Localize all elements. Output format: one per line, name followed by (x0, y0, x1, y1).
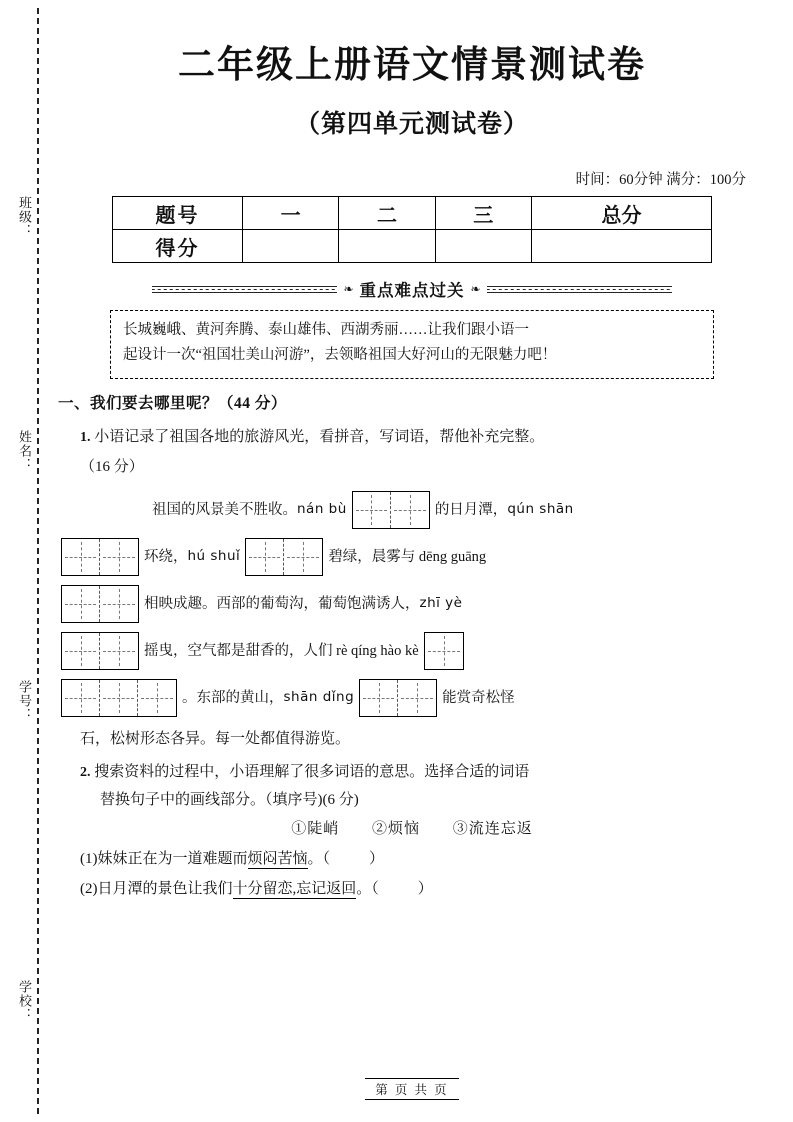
score-input-cell[interactable] (435, 230, 531, 263)
q1-line-1-pinyin-2: qún shān (507, 501, 574, 518)
answer-grid[interactable] (359, 679, 437, 717)
exam-page (56, 0, 768, 1122)
sidebar-label-studentid: 学号： (17, 680, 32, 722)
q1-line-2-post: 碧绿，晨雾与 dēng guāng (328, 548, 487, 565)
q1-line-5-pinyin-2: shān dǐng (283, 689, 355, 706)
sub-2-underline: 十分留恋,忘记返回 (232, 881, 357, 898)
option-2[interactable]: ②烦恼 (371, 821, 420, 838)
sub-1-label: (1) (80, 851, 98, 868)
score-table-cell: 一 (243, 197, 339, 230)
sub-2-answer-blank[interactable] (379, 881, 418, 897)
question-1 (56, 423, 768, 452)
intro-line-2: 起设计一次“祖国壮美山河游”，去领略祖国大好河山的无限魅力吧！ (123, 347, 557, 364)
score-input-cell[interactable] (339, 230, 435, 263)
page-subtitle: （第四单元测试卷） (294, 109, 529, 138)
q1-line-1-pinyin-1: nán bù (297, 501, 347, 518)
q1-line-3-mid: 相映成趣。西部的葡萄沟，葡萄饱满诱人， (144, 595, 420, 612)
answer-grid[interactable] (61, 585, 139, 623)
sub-1-underline: 烦闷苦恼 (247, 851, 308, 868)
question-2-sub-1 (56, 847, 768, 868)
page-number: 第 页 共 页 (365, 1078, 458, 1100)
banner-rule-left (152, 286, 337, 293)
binding-dashed-line (37, 8, 39, 1114)
answer-grid[interactable] (352, 491, 430, 529)
question-1-number: 1. (80, 429, 91, 445)
q1-line-3-pinyin-2: zhī yè (419, 595, 463, 612)
q1-line-5-post: 能赏奇松怪 (442, 689, 515, 706)
sub-2-close: ） (417, 881, 433, 898)
score-table-cell: 二 (339, 197, 435, 230)
exam-meta: 时间：60分钟 满分：100分 (575, 172, 746, 188)
table-row (113, 230, 712, 263)
option-3[interactable]: ③流连忘返 (452, 821, 533, 838)
sub-2-before: 日月潭的景色让我们 (97, 881, 233, 898)
q1-line-5-mid: 。东部的黄山， (182, 689, 284, 706)
q1-line-1 (56, 491, 768, 529)
student-info-sidebar (8, 0, 34, 1122)
answer-grid[interactable] (61, 632, 139, 670)
question-2 (56, 758, 768, 787)
sub-1-answer-blank[interactable] (330, 851, 369, 867)
question-2-number: 2. (80, 764, 91, 780)
sub-1-after: 。（ (307, 851, 331, 868)
question-2-options (56, 817, 768, 838)
sub-2-label: (2) (80, 881, 98, 898)
q1-line-3 (56, 585, 768, 623)
intro-box (110, 310, 714, 379)
question-2-text-line-2: 替换句子中的画线部分。（填序号)(6 分) (100, 792, 359, 809)
score-input-cell[interactable] (531, 230, 711, 263)
score-table-cell: 总分 (531, 197, 711, 230)
sidebar-label-name: 姓名： (17, 430, 32, 472)
answer-grid[interactable] (61, 679, 177, 717)
page-footer (56, 1078, 768, 1100)
q1-tail-text: 石，松树形态各异。每一处都值得游览。 (80, 730, 351, 747)
score-table-row-header: 得分 (113, 230, 243, 263)
answer-grid[interactable] (61, 538, 139, 576)
question-2-sub-2 (56, 877, 768, 898)
q1-line-4 (56, 632, 768, 670)
score-table-row-header: 题号 (113, 197, 243, 230)
page-title: 二年级上册语文情景测试卷 (178, 42, 646, 86)
leaf-icon: ❧ (470, 281, 481, 296)
score-table (112, 196, 712, 263)
sidebar-label-school: 学校： (17, 980, 32, 1022)
q1-line-4-mid: 摇曳，空气都是甜香的，人们 rè qíng hào kè (144, 642, 419, 659)
section-banner (152, 277, 672, 301)
intro-line-1: 长城巍峨、黄河奔腾、泰山雄伟、西湖秀丽……让我们跟小语一 (123, 322, 529, 338)
question-1-score: （16 分） (80, 459, 144, 476)
banner-rule-right (487, 286, 672, 293)
sub-1-before: 妹妹正在为一道难题而 (97, 851, 248, 868)
option-1[interactable]: ①陡峭 (291, 821, 340, 838)
sidebar-label-class: 班级： (17, 196, 32, 238)
question-2-text-line-1: 搜索资料的过程中，小语理解了很多词语的意思。选择合适的词语 (94, 763, 530, 780)
answer-grid[interactable] (245, 538, 323, 576)
q1-line-2 (56, 538, 768, 576)
q1-line-2-pinyin-2: hú shuǐ (187, 548, 241, 565)
sub-2-after: 。（ (356, 881, 379, 898)
section-1-heading: 一、我们要去哪里呢？（44 分） (58, 394, 287, 412)
banner-title: 重点难点过关 (359, 281, 465, 300)
q1-line-1-pre: 祖国的风景美不胜收。 (152, 501, 297, 518)
question-1-text: 小语记录了祖国各地的旅游风光，看拼音，写词语，帮他补充完整。 (94, 428, 545, 445)
score-table-cell: 三 (435, 197, 531, 230)
answer-grid[interactable] (424, 632, 464, 670)
table-row (113, 197, 712, 230)
score-input-cell[interactable] (243, 230, 339, 263)
q1-line-2-mid: 环绕， (144, 548, 188, 565)
leaf-icon: ❧ (343, 281, 354, 296)
q1-line-1-mid: 的日月潭， (434, 501, 508, 518)
sub-1-close: ） (369, 851, 385, 868)
q1-line-5 (56, 679, 768, 717)
